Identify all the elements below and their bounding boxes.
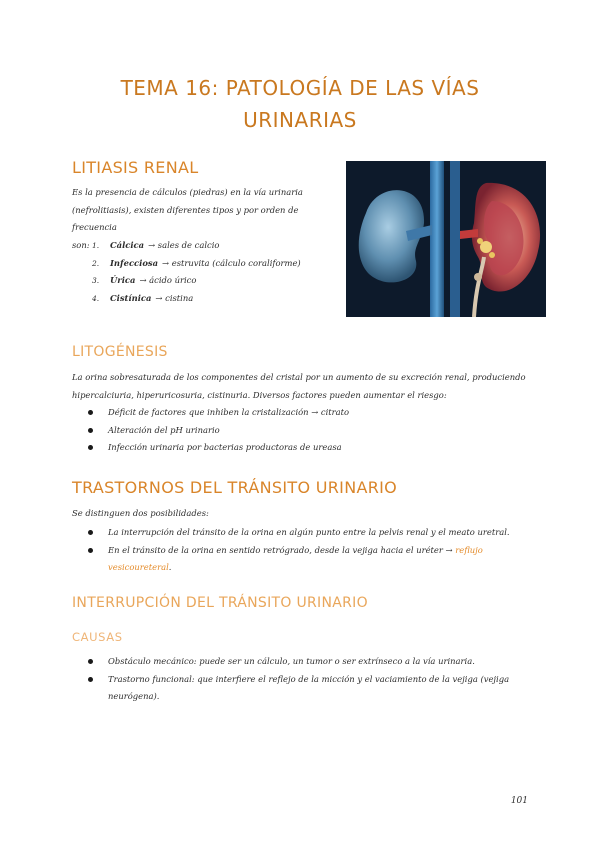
page-title-line-2: URINARIAS <box>243 108 357 132</box>
list-item <box>92 237 301 255</box>
bullet-icon <box>88 428 93 433</box>
list-item <box>92 272 301 290</box>
causas-list <box>86 653 556 706</box>
bullet-icon <box>88 530 93 535</box>
list-item-text: Déficit de factores que inhiben la cristalización → citrato <box>108 407 350 417</box>
list-number: 2. <box>92 258 100 268</box>
ureter-stone <box>474 273 482 281</box>
bullet-icon <box>88 659 93 664</box>
section-heading-litiasis: LITIASIS RENAL <box>72 158 199 177</box>
stone-type-name: Úrica <box>110 275 136 285</box>
subheading-causas: CAUSAS <box>72 630 123 644</box>
bullet-icon <box>88 445 93 450</box>
list-item <box>86 524 556 542</box>
arrow-icon: → <box>155 292 163 303</box>
list-item-text: Obstáculo mecánico: puede ser un cálculo, un tumor o ser extrínseco a la vía urinaria. <box>108 656 475 666</box>
page-title-line-1: TEMA 16: PATOLOGÍA DE LAS VÍAS <box>120 76 480 100</box>
list-number: 3. <box>92 276 100 285</box>
list-item <box>86 439 536 457</box>
list-item-text: Trastorno funcional: que interfiere el reflejo de la micción y el vaciamiento de la vejiga (vejiga <box>108 673 510 684</box>
stone-type-name: Infecciosa <box>110 257 159 268</box>
list-item-text: En el tránsito de la orina en sentido retrógrado, desde la vejiga hacia el uréter → <box>108 544 456 555</box>
list-number: 4. <box>92 293 100 303</box>
bullet-icon <box>88 548 93 553</box>
kidney-stone <box>489 252 495 258</box>
list-item <box>86 671 556 706</box>
section-heading-trastornos: TRASTORNOS DEL TRÁNSITO URINARIO <box>72 478 398 497</box>
kidney-illustration <box>346 161 546 317</box>
transito-list <box>86 524 556 577</box>
highlight-term: reflujo <box>455 544 483 555</box>
list-item-text: Infección urinaria por bacterias productoras de ureasa <box>108 442 342 452</box>
litogenesis-line-2: hipercalciuria, hiperuricosuria, cistinuria. Diversos factores pueden aumentar el riesgo: <box>72 389 447 400</box>
litogenesis-line-1: La orina sobresaturada de los componentes del cristal por un aumento de su excreción renal, produciendo <box>72 372 526 382</box>
kidney-stone <box>477 238 483 244</box>
list-item <box>86 653 556 671</box>
list-item-text: . <box>168 562 172 572</box>
litogenesis-paragraph <box>72 369 552 404</box>
aorta <box>450 161 460 317</box>
stone-type-desc: sales de calcio <box>157 240 220 250</box>
list-item <box>86 404 536 422</box>
list-item-text: Alteración del pH urinario <box>108 424 220 435</box>
list-item-text: neurógena). <box>108 691 160 701</box>
stone-type-name: Cálcica <box>110 240 145 250</box>
section-heading-interrupcion: INTERRUPCIÓN DEL TRÁNSITO URINARIO <box>72 595 368 611</box>
stone-type-name: Cistínica <box>110 292 152 303</box>
list-item <box>86 422 536 440</box>
litogenesis-factors-list <box>86 404 536 457</box>
bullet-icon <box>88 410 93 415</box>
stone-type-desc: estruvita (cálculo coraliforme) <box>171 257 301 268</box>
list-number: 1. <box>92 241 100 250</box>
litiasis-intro-line-1: Es la presencia de cálculos (piedras) en la vía urinaria <box>72 187 303 197</box>
vena-cava <box>430 161 444 317</box>
stone-type-desc: cistina <box>165 292 194 303</box>
litiasis-intro-line-2: (nefrolitiasis), existen diferentes tipos y por orden de frecuencia <box>72 204 299 232</box>
list-item-text: La interrupción del tránsito de la orina en algún punto entre la pelvis renal y el meato uretral. <box>108 527 510 537</box>
transito-intro: Se distinguen dos posibilidades: <box>72 508 209 518</box>
arrow-icon: → <box>162 257 170 268</box>
arrow-icon: → <box>148 240 156 250</box>
highlight-term: vesicoureteral <box>108 562 169 572</box>
page-number: 101 <box>510 796 528 806</box>
bullet-icon <box>88 677 93 682</box>
stone-type-desc: ácido úrico <box>149 275 197 285</box>
arrow-icon: → <box>139 275 147 285</box>
page-title <box>60 72 540 136</box>
list-item <box>92 290 301 308</box>
stone-types-list <box>92 237 301 307</box>
list-item <box>86 542 556 577</box>
litiasis-intro-line-3: son: <box>72 239 90 250</box>
section-heading-litogenesis: LITOGÉNESIS <box>72 344 168 360</box>
list-item <box>92 255 301 273</box>
